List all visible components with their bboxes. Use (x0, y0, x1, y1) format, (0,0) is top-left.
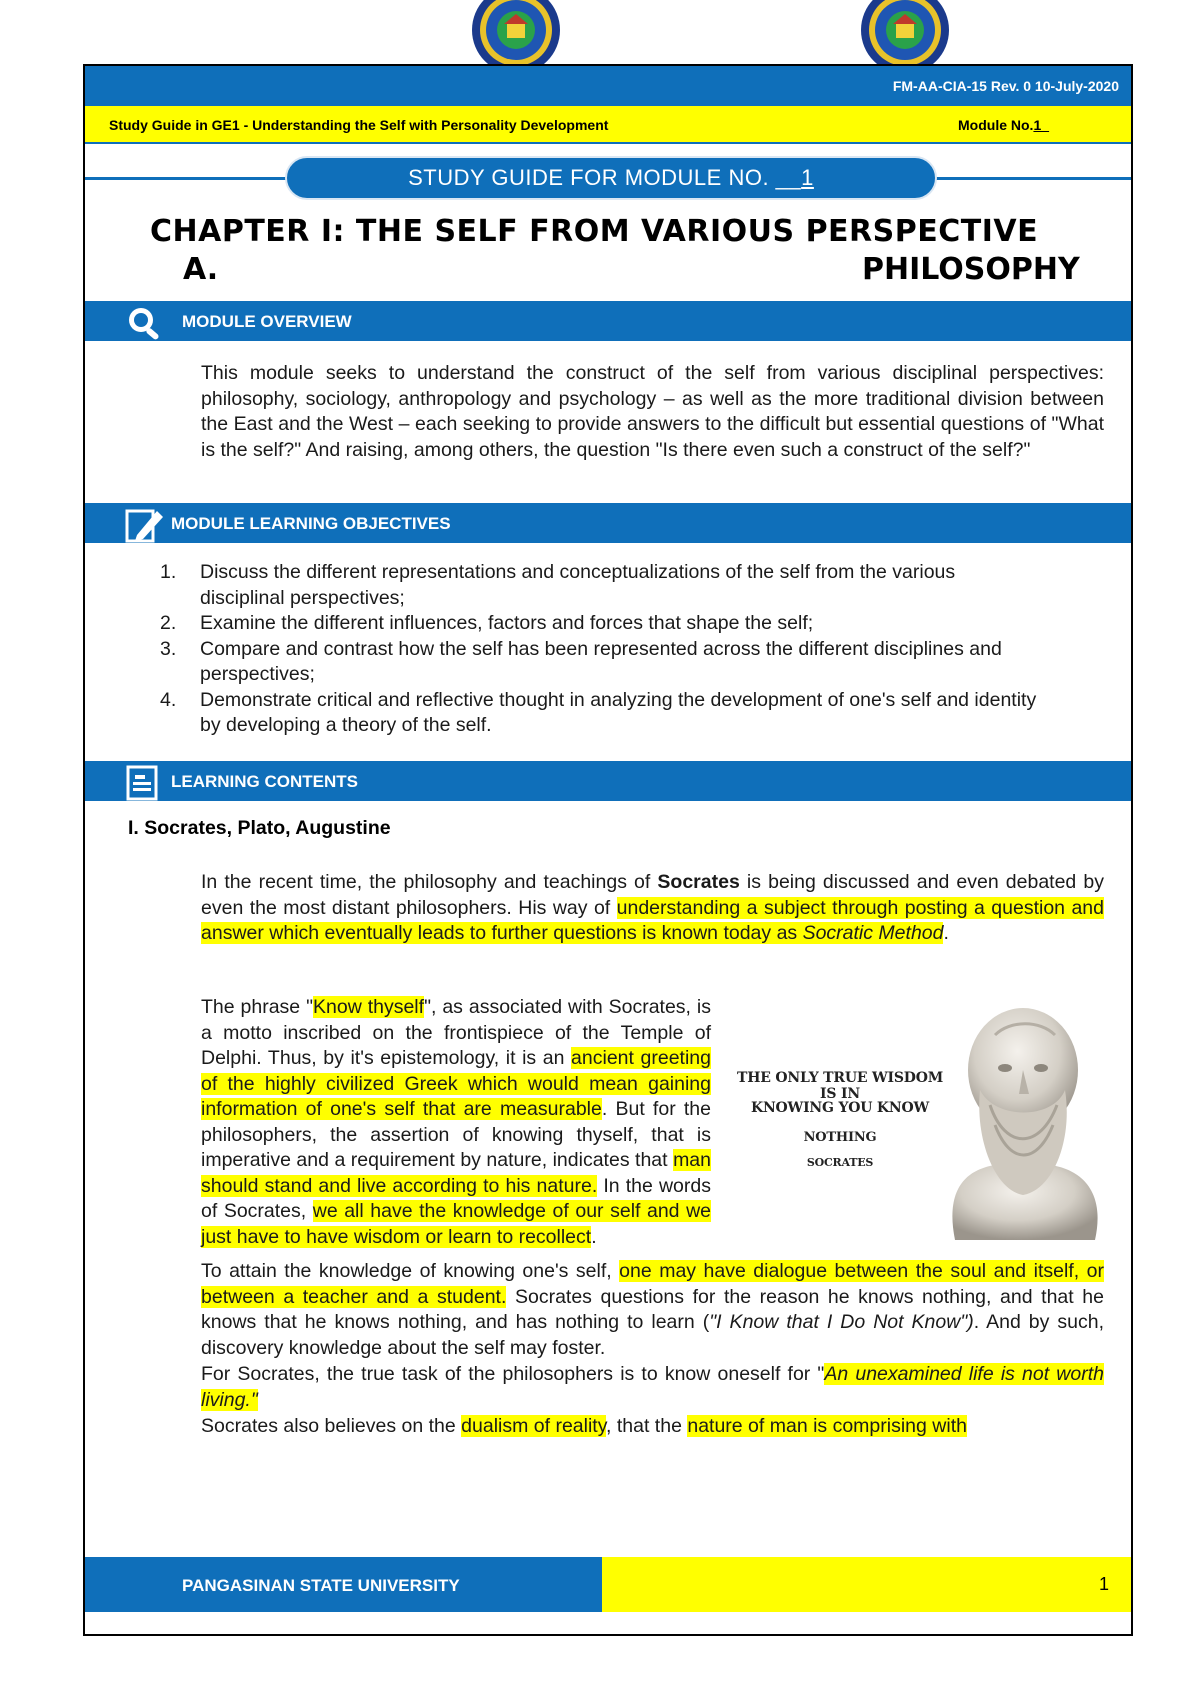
objectives-list (160, 560, 1040, 739)
form-code: FM-AA-CIA-15 Rev. 0 10-July-2020 (892, 78, 1119, 94)
paragraph-know-thyself: The phrase "Know thyself", as associated with Socrates, is a motto inscribed on the frontispiece of the Temple of Delphi. Thus, by it's epistemology, it is an ancient greeting of the highly civilized Greek which would mean gaining information of one's self that are measurable. But for the philosophers, the assertion of knowing thyself, that is imperative and a requirement by nature, indicates that man should stand and live according to his nature. In the words of Socrates, we all have the knowledge of our self and we just have to have wisdom or learn to recollect. (201, 996, 711, 1248)
chapter-subsection-letter: A. (183, 252, 219, 287)
chapter-subsection-title: PHILOSOPHY (862, 252, 1080, 287)
learning-contents-label: LEARNING CONTENTS (171, 772, 358, 791)
module-overview-label: MODULE OVERVIEW (182, 312, 352, 331)
subheader-bar (85, 106, 1131, 144)
university-seal-left (464, 0, 568, 66)
paragraph-dualism: Socrates also believes on the dualism of reality, that the nature of man is comprising with (201, 1415, 967, 1437)
overview-text: This module seeks to understand the construct of the self from various disciplinal perspectives: philosophy, sociology, anthropology and psychology – as well as the more traditional division between the East and the West – each seeking to provide answers to the difficult but essential questions of "What is the self?" And raising, among others, the question "Is there even such a construct of the self?" (201, 362, 1104, 461)
list-item: 4. Demonstrate critical and reflective thought in analyzing the development of one's self and identity by developing a theory of the self. (160, 688, 1037, 736)
magnifier-icon (123, 303, 167, 343)
list-item: 1. Discuss the different representations and conceptualizations of the self from the various disciplinal perspectives; (160, 561, 956, 609)
module-number: Module No.1_ (958, 117, 1050, 133)
list-item: 3. Compare and contrast how the self has been represented across the different disciplines and perspectives; (160, 637, 1002, 685)
module-objectives-bar (85, 503, 1131, 543)
edit-icon (123, 505, 167, 545)
list-item: 2. Examine the different influences, factors and forces that shape the self; (160, 612, 814, 634)
module-overview-bar (85, 301, 1131, 341)
footer-university-bar (85, 1557, 602, 1612)
paragraph-socratic-method: In the recent time, the philosophy and teachings of Socrates is being discussed and even debated by even the most distant philosophers. His way of understanding a subject through posting a question and answer which eventually leads to further questions is known today as Socratic Method. (201, 871, 1104, 944)
socrates-bust-icon (935, 990, 1110, 1240)
paragraph-dialogue: To attain the knowledge of knowing one's self, one may have dialogue between the soul and itself, or between a teacher and a student. Socrates questions for the reason he knows nothing, and that he knows that he knows nothing, and has nothing to learn ("I Know that I Do Not Know"). And by such, discovery knowledge about the self may foster. (201, 1260, 1104, 1359)
module-objectives-label: MODULE LEARNING OBJECTIVES (171, 514, 451, 533)
chapter-heading: CHAPTER I: THE SELF FROM VARIOUS PERSPECTIVE (150, 214, 1039, 249)
paragraph-unexamined-life: For Socrates, the true task of the philosophers is to know oneself for "An unexamined life is not worth living." (201, 1363, 1104, 1411)
socrates-quote-image: THE ONLY TRUE WISDOM IS IN KNOWING YOU KNOW NOTHING SOCRATES (735, 990, 1110, 1240)
section-subheading: I. Socrates, Plato, Augustine (128, 817, 391, 839)
university-seal-right (853, 0, 957, 66)
footer-page-bar (602, 1557, 1131, 1612)
study-guide-title: Study Guide in GE1 - Understanding the Self with Personality Development (109, 117, 609, 133)
learning-contents-bar (85, 761, 1131, 801)
study-guide-banner: STUDY GUIDE FOR MODULE NO. __1 (285, 156, 937, 200)
page-number: 1 (1098, 1574, 1109, 1594)
university-name: PANGASINAN STATE UNIVERSITY (182, 1576, 460, 1595)
header-bar (85, 66, 1131, 106)
document-icon (123, 763, 167, 803)
